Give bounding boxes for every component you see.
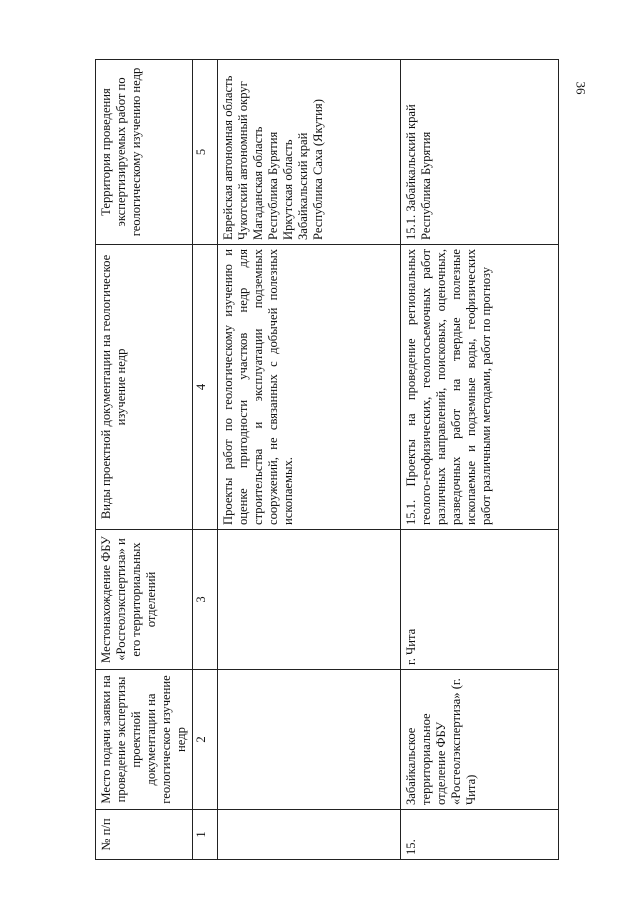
territory-line: Забайкальский край	[296, 132, 310, 240]
row-num: 15.	[401, 810, 559, 860]
header-num: № п/п	[96, 810, 193, 860]
territory-line: Еврейская автономная область	[221, 75, 235, 240]
column-number: 3	[193, 530, 218, 670]
territory-line: Республика Саха (Якутия)	[311, 99, 325, 240]
row-place	[218, 670, 401, 810]
column-number-row	[193, 60, 218, 860]
rotated-table-container	[95, 60, 559, 860]
territory-line: Магаданская область	[251, 126, 265, 240]
territory-line: Республика Бурятия	[266, 131, 280, 240]
column-number: 1	[193, 810, 218, 860]
header-place: Место подачи заявки на проведение экспертизы проектной документации на геологическое изучение недр	[96, 670, 193, 810]
row-location: г. Чита	[401, 530, 559, 670]
row-place: Забайкальское территориальное отделение ФБУ «Росгеолэкспертиза» (г. Чита)	[401, 670, 559, 810]
expertise-table	[95, 59, 559, 860]
column-number: 2	[193, 670, 218, 810]
table-row	[218, 60, 401, 860]
header-doc-types: Виды проектной документации на геологическое изучение недр	[96, 245, 193, 530]
territory-line: Республика Бурятия	[419, 131, 433, 240]
page-number: 36	[573, 81, 589, 95]
row-territory	[218, 60, 401, 245]
header-location: Местонахождение ФБУ «Росгеолэкспертиза» и его территориальных отделений	[96, 530, 193, 670]
territory-line: 15.1. Забайкальский край	[404, 104, 418, 240]
header-territory: Территория проведения экспертизируемых работ по геологическому изучению недр	[96, 60, 193, 245]
row-doc-types: 15.1. Проекты на проведение региональных геолого-геофизических, геологосъемочных работ различных направлений, поисковых, оценочных, разведочных работ на твердые полезные ископаемые и подземные воды, геофизических работ различными методами, работ по прогнозу	[401, 245, 559, 530]
row-doc-types: Проекты работ по геологическому изучению и оценке пригодности участков недр для строительства и эксплуатации подземных сооружений, не связанных с добычей полезных ископаемых.	[218, 245, 401, 530]
table-header-row	[96, 60, 193, 860]
row-num	[218, 810, 401, 860]
territory-line: Чукотский автономный округ	[236, 81, 250, 240]
column-number: 4	[193, 245, 218, 530]
table-row	[401, 60, 559, 860]
territory-line: Иркутская область	[281, 139, 295, 240]
column-number: 5	[193, 60, 218, 245]
row-location	[218, 530, 401, 670]
row-territory	[401, 60, 559, 245]
